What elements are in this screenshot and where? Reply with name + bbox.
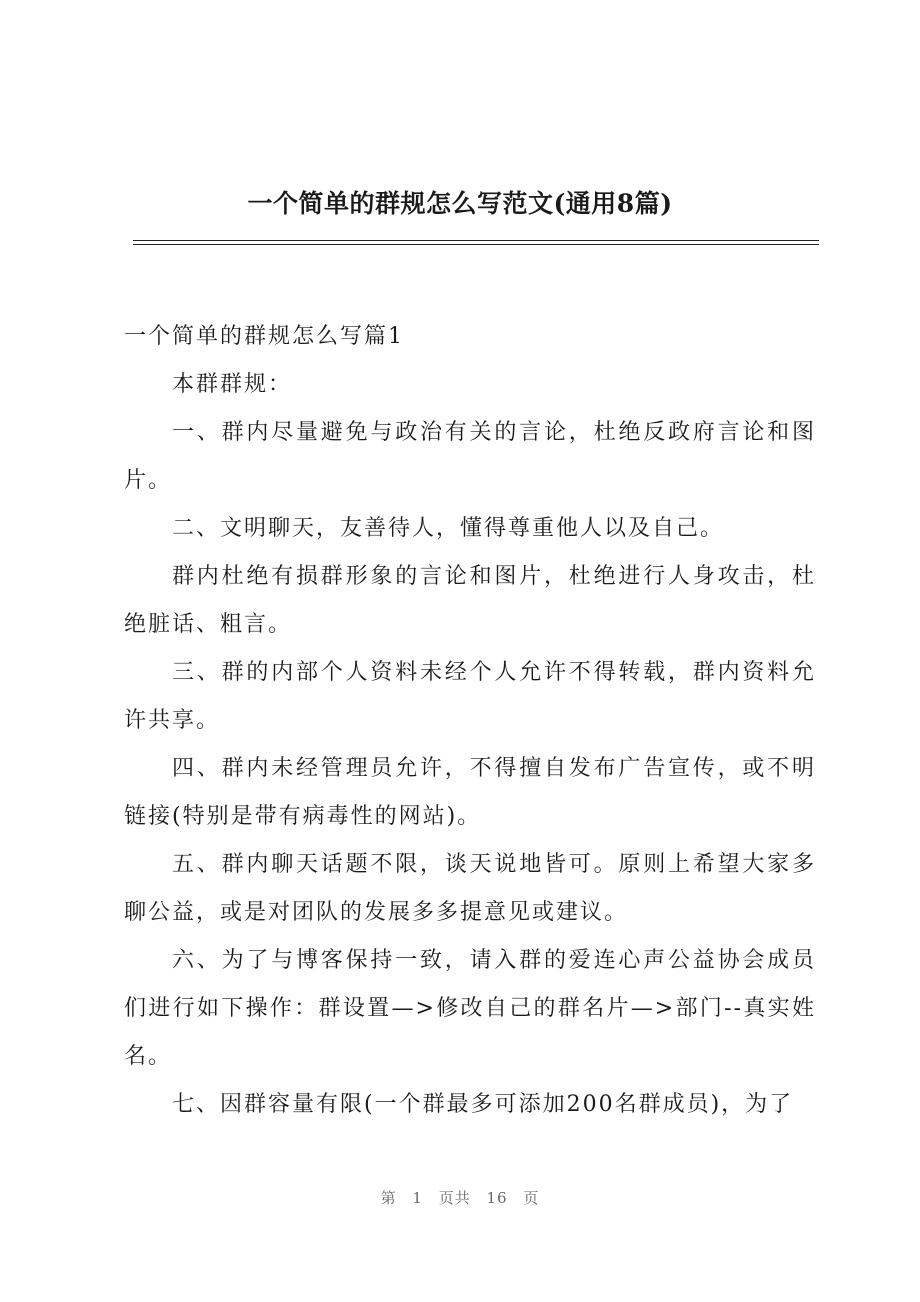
document-body [124,313,816,1129]
paragraph-rule-1: 一、群内尽量避免与政治有关的言论，杜绝反政府言论和图片。 [124,420,816,493]
section-heading: 一个简单的群规怎么写篇1 [124,324,404,349]
paragraph-intro: 本群群规： [172,372,293,397]
document-title: 一个简单的群规怎么写范文(通用8篇) [247,189,673,218]
paragraph-rule-3: 三、群的内部个人资料未经个人允许不得转载，群内资料允许共享。 [124,660,816,733]
footer-total-pages: 16 [486,1189,508,1207]
page-footer [0,1186,920,1210]
paragraph-rule-6: 六、为了与博客保持一致，请入群的爱连心声公益协会成员们进行如下操作：群设置—>修改自己的群名片—>部门--真实姓名。 [124,948,816,1069]
footer-page-number: 1 [412,1189,423,1207]
paragraph-rule-4: 四、群内未经管理员允许，不得擅自发布广告宣传，或不明链接(特别是带有病毒性的网站)。 [124,756,816,829]
paragraph-rule-2-detail: 群内杜绝有损群形象的言论和图片，杜绝进行人身攻击，杜绝脏话、粗言。 [124,564,816,637]
title-double-rule [133,240,819,245]
paragraph-rule-5: 五、群内聊天话题不限，谈天说地皆可。原则上希望大家多聊公益，或是对团队的发展多多提意见或建议。 [124,852,816,925]
paragraph-rule-2: 二、文明聊天，友善待人，懂得尊重他人以及自己。 [172,516,725,541]
footer-suffix: 页 [523,1189,540,1207]
footer-middle: 页共 [438,1189,471,1207]
footer-prefix: 第 [380,1189,397,1207]
paragraph-rule-7: 七、因群容量有限(一个群最多可添加200名群成员)，为了 [172,1092,794,1117]
